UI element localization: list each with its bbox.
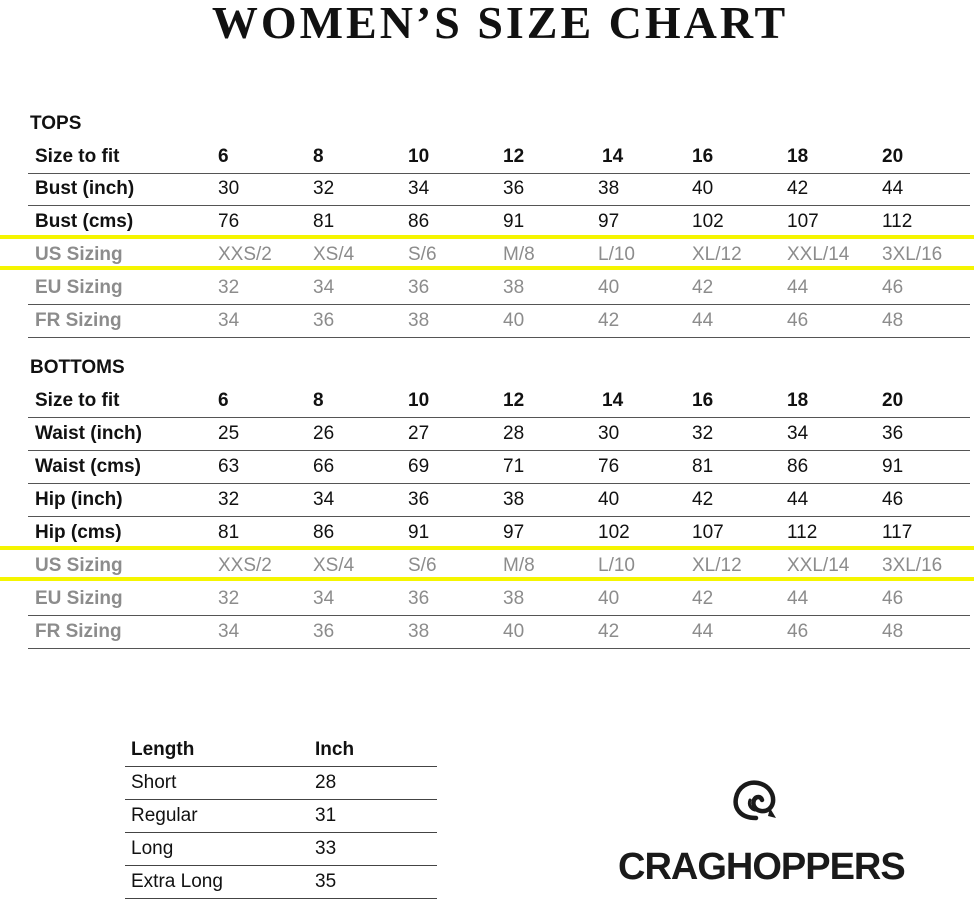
value-cell: 107 xyxy=(692,522,724,543)
size-cell: 12 xyxy=(503,146,525,167)
row-label: Waist (inch) xyxy=(35,423,142,444)
row-label: Bust (cms) xyxy=(35,211,134,232)
value-cell: 38 xyxy=(408,310,430,331)
value-cell: 32 xyxy=(313,178,335,199)
value-cell: L/10 xyxy=(598,555,635,576)
value-cell: 46 xyxy=(882,277,904,298)
value-cell: 46 xyxy=(882,588,904,609)
length-inch: 35 xyxy=(315,871,337,892)
tops-heading: TOPS xyxy=(30,113,82,134)
table-row xyxy=(28,205,970,238)
value-cell: XS/4 xyxy=(313,244,355,265)
value-cell: XL/12 xyxy=(692,555,742,576)
value-cell: 44 xyxy=(692,621,714,642)
length-name: Long xyxy=(131,838,174,859)
value-cell: 40 xyxy=(503,310,525,331)
value-cell: 76 xyxy=(598,456,620,477)
value-cell: 44 xyxy=(787,277,809,298)
table-row xyxy=(28,582,970,616)
length-inch: 28 xyxy=(315,772,337,793)
value-cell: 42 xyxy=(598,310,620,331)
row-label: Hip (cms) xyxy=(35,522,122,543)
size-cell: 10 xyxy=(408,390,430,411)
value-cell: 32 xyxy=(218,489,240,510)
value-cell: 97 xyxy=(598,211,620,232)
value-cell: 69 xyxy=(408,456,430,477)
value-cell: 34 xyxy=(313,588,335,609)
length-header-label: Length xyxy=(131,739,195,760)
value-cell: 40 xyxy=(503,621,525,642)
value-cell: 46 xyxy=(882,489,904,510)
brand-logo xyxy=(618,778,905,888)
value-cell: 36 xyxy=(882,423,904,444)
row-label: Size to fit xyxy=(35,390,120,411)
value-cell: 91 xyxy=(503,211,525,232)
table-row xyxy=(28,483,970,517)
bottoms-header-row xyxy=(28,384,970,418)
value-cell: 46 xyxy=(787,621,809,642)
value-cell: M/8 xyxy=(503,555,535,576)
value-cell: 86 xyxy=(313,522,335,543)
inch-header-label: Inch xyxy=(315,739,355,760)
value-cell: 38 xyxy=(598,178,620,199)
row-label: EU Sizing xyxy=(35,588,123,609)
value-cell: XS/4 xyxy=(313,555,355,576)
size-cell: 20 xyxy=(882,390,904,411)
length-name: Short xyxy=(131,772,177,793)
size-cell: 18 xyxy=(787,146,809,167)
value-cell: 36 xyxy=(313,621,335,642)
length-name: Regular xyxy=(131,805,198,826)
value-cell: 44 xyxy=(787,489,809,510)
value-cell: 3XL/16 xyxy=(882,555,943,576)
value-cell: 38 xyxy=(503,588,525,609)
value-cell: 3XL/16 xyxy=(882,244,943,265)
value-cell: 48 xyxy=(882,310,904,331)
bottoms-heading: BOTTOMS xyxy=(30,357,125,378)
value-cell: XL/12 xyxy=(692,244,742,265)
row-label: EU Sizing xyxy=(35,277,123,298)
us-sizing-highlight-bottom xyxy=(0,577,974,581)
value-cell: 27 xyxy=(408,423,430,444)
row-label: Size to fit xyxy=(35,146,120,167)
row-label: US Sizing xyxy=(35,555,123,576)
value-cell: S/6 xyxy=(408,555,437,576)
value-cell: 40 xyxy=(598,489,620,510)
value-cell: 91 xyxy=(882,456,904,477)
value-cell: 46 xyxy=(787,310,809,331)
value-cell: 32 xyxy=(218,588,240,609)
value-cell: 91 xyxy=(408,522,430,543)
value-cell: 71 xyxy=(503,456,525,477)
tops-header-row xyxy=(28,140,970,174)
table-row xyxy=(28,271,970,305)
value-cell: 32 xyxy=(692,423,714,444)
value-cell: 34 xyxy=(218,310,240,331)
size-cell: 8 xyxy=(313,146,324,167)
value-cell: 36 xyxy=(408,588,430,609)
value-cell: 42 xyxy=(692,277,714,298)
row-label: Bust (inch) xyxy=(35,178,135,199)
value-cell: 36 xyxy=(503,178,525,199)
value-cell: 30 xyxy=(598,423,620,444)
value-cell: 38 xyxy=(503,489,525,510)
value-cell: 97 xyxy=(503,522,525,543)
value-cell: 36 xyxy=(313,310,335,331)
value-cell: 32 xyxy=(218,277,240,298)
value-cell: 44 xyxy=(692,310,714,331)
value-cell: 117 xyxy=(882,522,913,543)
table-row xyxy=(28,417,970,451)
length-inch: 33 xyxy=(315,838,337,859)
value-cell: 102 xyxy=(692,211,724,232)
value-cell: 42 xyxy=(787,178,809,199)
table-row xyxy=(28,516,970,549)
value-cell: 102 xyxy=(598,522,630,543)
value-cell: 40 xyxy=(598,277,620,298)
row-label: US Sizing xyxy=(35,244,123,265)
value-cell: 42 xyxy=(598,621,620,642)
value-cell: L/10 xyxy=(598,244,635,265)
size-cell: 14 xyxy=(602,146,624,167)
length-table-row xyxy=(125,800,437,833)
length-inch: 31 xyxy=(315,805,337,826)
value-cell: 44 xyxy=(787,588,809,609)
ram-horn-logo-icon xyxy=(730,778,780,824)
value-cell: 36 xyxy=(408,277,430,298)
row-label: FR Sizing xyxy=(35,310,122,331)
size-cell: 8 xyxy=(313,390,324,411)
row-label: Hip (inch) xyxy=(35,489,123,510)
size-cell: 14 xyxy=(602,390,624,411)
value-cell: 30 xyxy=(218,178,240,199)
value-cell: 26 xyxy=(313,423,335,444)
size-cell: 12 xyxy=(503,390,525,411)
value-cell: 40 xyxy=(692,178,714,199)
value-cell: 28 xyxy=(503,423,525,444)
value-cell: 48 xyxy=(882,621,904,642)
value-cell: XXL/14 xyxy=(787,555,850,576)
value-cell: 86 xyxy=(787,456,809,477)
value-cell: 38 xyxy=(503,277,525,298)
value-cell: 107 xyxy=(787,211,819,232)
value-cell: 44 xyxy=(882,178,904,199)
brand-name: CRAGHOPPERS xyxy=(618,846,905,888)
size-cell: 6 xyxy=(218,390,229,411)
value-cell: 81 xyxy=(692,456,714,477)
value-cell: 34 xyxy=(218,621,240,642)
value-cell: 34 xyxy=(313,277,335,298)
value-cell: 34 xyxy=(408,178,430,199)
table-row xyxy=(28,450,970,484)
value-cell: 42 xyxy=(692,588,714,609)
value-cell: 25 xyxy=(218,423,240,444)
value-cell: S/6 xyxy=(408,244,437,265)
size-cell: 20 xyxy=(882,146,904,167)
value-cell: 36 xyxy=(408,489,430,510)
value-cell: M/8 xyxy=(503,244,535,265)
value-cell: 34 xyxy=(787,423,809,444)
us-sizing-highlight-bottom xyxy=(0,266,974,270)
length-table-row xyxy=(125,767,437,800)
value-cell: XXS/2 xyxy=(218,555,272,576)
length-table-header xyxy=(125,734,437,767)
size-cell: 6 xyxy=(218,146,229,167)
table-row xyxy=(28,304,970,338)
length-table-row xyxy=(125,866,437,899)
table-row xyxy=(28,615,970,649)
size-cell: 18 xyxy=(787,390,809,411)
value-cell: 112 xyxy=(787,522,818,543)
value-cell: 76 xyxy=(218,211,240,232)
size-cell: 10 xyxy=(408,146,430,167)
size-cell: 16 xyxy=(692,390,714,411)
value-cell: 81 xyxy=(313,211,335,232)
value-cell: 63 xyxy=(218,456,240,477)
value-cell: 34 xyxy=(313,489,335,510)
value-cell: 38 xyxy=(408,621,430,642)
page-title: WOMEN’S SIZE CHART xyxy=(211,0,789,48)
row-label: FR Sizing xyxy=(35,621,122,642)
value-cell: 81 xyxy=(218,522,240,543)
value-cell: XXL/14 xyxy=(787,244,850,265)
value-cell: 42 xyxy=(692,489,714,510)
length-name: Extra Long xyxy=(131,871,223,892)
value-cell: 112 xyxy=(882,211,913,232)
length-table-row xyxy=(125,833,437,866)
value-cell: 40 xyxy=(598,588,620,609)
table-row xyxy=(28,172,970,206)
row-label: Waist (cms) xyxy=(35,456,141,477)
size-cell: 16 xyxy=(692,146,714,167)
value-cell: 86 xyxy=(408,211,430,232)
value-cell: XXS/2 xyxy=(218,244,272,265)
value-cell: 66 xyxy=(313,456,335,477)
